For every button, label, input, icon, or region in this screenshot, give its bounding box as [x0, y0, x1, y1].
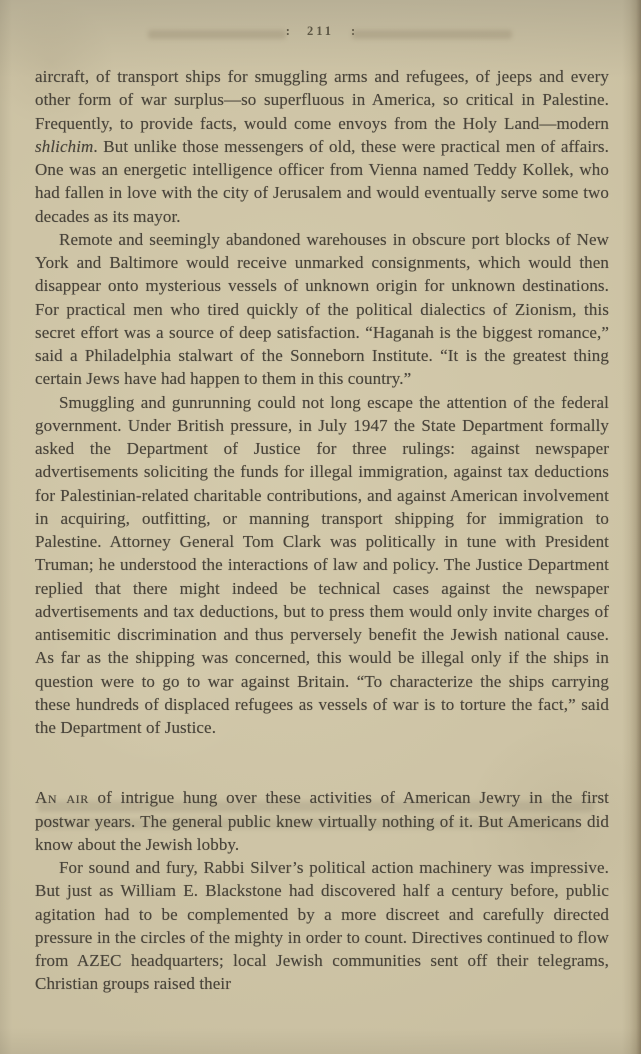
- header-left-colon: :: [285, 24, 290, 38]
- bleed-through-smudge: [148, 30, 286, 39]
- paragraph: [35, 391, 609, 740]
- text-segment: For sound and fury, Rabbi Silver’s political action machinery was impressive. But just as William E. Blackstone had discovered half a century before, public agitation had to be complemented by a more discreet and carefully directed pressure in the circles of the mighty in order to count. Directives continued to flow from AZEC headquarters; local Jewish communities sent off their telegrams, Christian groups raised their: [35, 858, 609, 994]
- text-segment: aircraft, of transport ships for smuggling arms and refugees, of jeeps and every other form of war surplus—so superfluous in America, so critical in Palestine. Frequently, to provide facts, would come envoys from the Holy Land—modern: [35, 67, 609, 133]
- paragraph: [35, 228, 609, 391]
- page-number: 211: [306, 24, 335, 38]
- text-segment: . But unlike those messengers of old, these were practical men of affairs. One was an energetic intelligence officer from Vienna named Teddy Kollek, who had fallen in love with the city of Jerusalem and would eventually serve some two decades as its mayor.: [35, 136, 609, 226]
- body-text: [35, 65, 609, 996]
- paragraph: [35, 65, 609, 228]
- text-segment: Remote and seemingly abandoned warehouses in obscure port blocks of New York and Baltimore would receive unmarked consignments, which would then disappear onto mysterious vessels of unknown origin for unknown destinations. For practical men who tired quickly of the political dialectics of Zionism, this secret effort was a source of deep satisfaction. “Haganah is the biggest romance,” said a Philadelphia stalwart of the Sonneborn Institute. “It is the greatest thing certain Jews have had happen to them in this country.”: [35, 229, 609, 389]
- paragraph: [35, 856, 609, 996]
- text-segment: of intrigue hung over these activities of American Jewry in the first postwar years. The general public knew virtually nothing of it. But Americans did know about the Jewish lobby.: [35, 788, 609, 854]
- paragraph: [35, 786, 609, 856]
- text-segment-smallcaps: An air: [35, 788, 89, 808]
- text-segment: Smuggling and gunrunning could not long escape the attention of the federal government. Under British pressure, in July 1947 the State Department formally asked the Department of Justice for three rulings: against newspaper advertisements soliciting the funds for illegal immigration, against tax deductions for Palestinian-related charitable contributions, and against American involvement in acquiring, outfitting, or manning transport shipping for immigration to Palestine. Attorney General Tom Clark was politically in tune with President Truman; he understood the interactions of law and policy. The Justice Department replied that there might indeed be technical cases against the newspaper advertisements and tax deductions, but to press them would only invite charges of antisemitic discrimination and thus perversely benefit the Jewish national cause. As far as the shipping was concerned, this would be illegal only if the ships in question were to go to war against Britain. “To characterize the ships carrying these hundreds of displaced refugees as vessels of war is to torture the fact,” said the Department of Justice.: [35, 392, 609, 737]
- bleed-through-smudge: [352, 30, 512, 39]
- header-right-colon: :: [351, 24, 356, 38]
- text-segment-italic: shlichim: [35, 136, 94, 156]
- running-head: [0, 24, 641, 39]
